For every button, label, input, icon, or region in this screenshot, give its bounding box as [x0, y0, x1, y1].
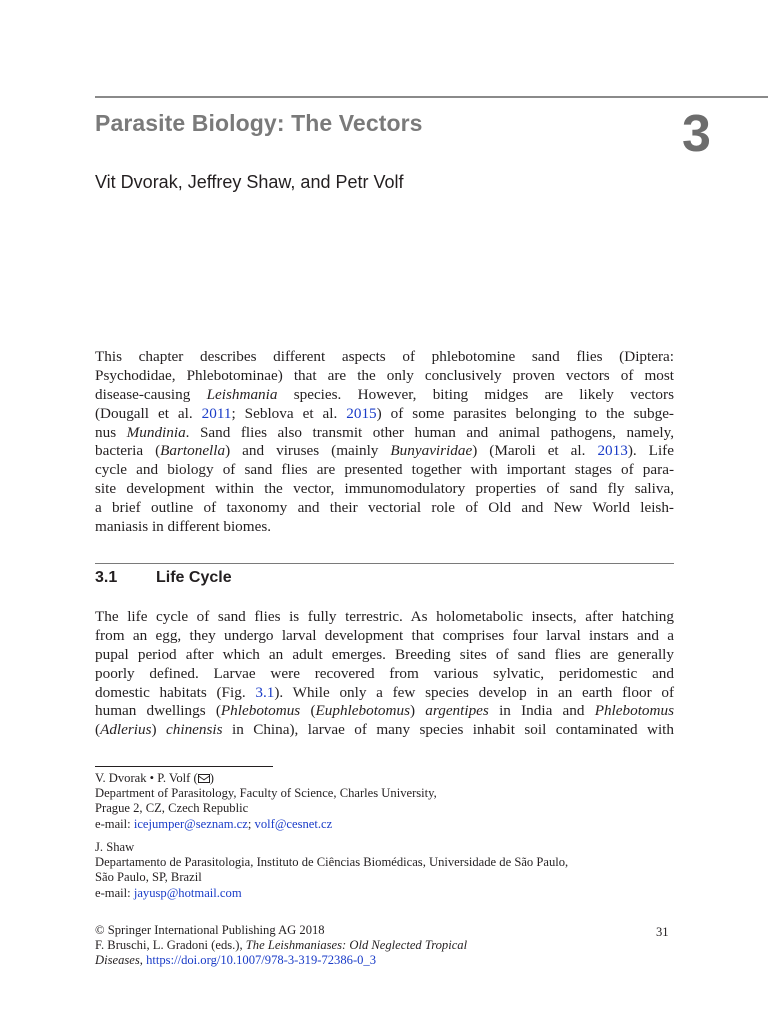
- text-line: [95, 855, 674, 870]
- text-run: ) and viruses (mainly: [225, 442, 391, 460]
- chapter-title: Parasite Biology: The Vectors: [95, 110, 423, 136]
- text-run: cycle and biology of sand flies are presented together with important stages of para-: [95, 461, 674, 479]
- italic-text: Bartonella: [160, 442, 226, 460]
- text-run: V. Dvorak • P. Volf (: [95, 771, 198, 785]
- text-line: [95, 405, 674, 424]
- text-line: [95, 702, 674, 721]
- reference-link[interactable]: icejumper@seznam.cz: [133, 816, 248, 831]
- text-run: ) of some parasites belonging to the subge-: [376, 404, 674, 422]
- text-run: Psychodidae, Phlebotominae) that are the only conclusively proven vectors of most: [95, 366, 674, 384]
- text-line: [95, 886, 674, 901]
- text-run: ): [410, 702, 426, 720]
- text-line: [95, 840, 674, 855]
- text-run: (: [300, 702, 316, 720]
- text-line: [95, 499, 674, 518]
- text-run: ). Life: [627, 442, 674, 460]
- reference-link[interactable]: 3.1: [255, 683, 275, 701]
- text-line: [95, 608, 674, 627]
- text-run: in India and: [488, 702, 595, 720]
- reference-link[interactable]: 2015: [346, 404, 377, 422]
- text-run: nus: [95, 423, 127, 441]
- reference-link[interactable]: 2011: [201, 404, 232, 422]
- text-run: São Paulo, SP, Brazil: [95, 870, 202, 885]
- text-run: ;: [247, 816, 255, 831]
- italic-text: Phlebotomus: [220, 702, 301, 720]
- text-run: © Springer International Publishing AG 2018: [95, 923, 325, 937]
- text-run: disease-causing: [95, 385, 207, 403]
- text-line: [95, 424, 674, 443]
- chapter-authors: Vit Dvorak, Jeffrey Shaw, and Petr Volf: [95, 172, 404, 192]
- text-run: ): [151, 721, 167, 739]
- text-run: (: [95, 721, 101, 739]
- text-run: from an egg, they undergo larval development that comprises four larval instars and a: [95, 626, 674, 644]
- section-title: Life Cycle: [156, 569, 232, 586]
- text-run: F. Bruschi, L. Gradoni (eds.),: [95, 938, 246, 953]
- text-run: ): [209, 771, 214, 785]
- text-run: This chapter describes different aspects of phlebotomine sand flies (Diptera:: [95, 348, 674, 365]
- reference-link[interactable]: jayusp@hotmail.com: [133, 885, 242, 900]
- abstract: [95, 348, 674, 537]
- body-text: [95, 608, 674, 740]
- affiliation-shaw: [95, 840, 674, 901]
- reference-link[interactable]: https://doi.org/10.1007/978-3-319-72386-0_3: [146, 953, 377, 968]
- text-run: . Sand flies also transmit other human and animal pathogens, namely,: [185, 423, 674, 441]
- section-rule: [95, 563, 674, 564]
- text-line: [95, 627, 674, 646]
- text-line: [95, 348, 674, 367]
- text-run: ). While only a few species develop in an earth floor of: [274, 683, 675, 701]
- text-line: [95, 665, 674, 684]
- text-line: [95, 771, 674, 786]
- text-line: [95, 923, 674, 938]
- text-line: [95, 786, 674, 801]
- text-line: [95, 367, 674, 386]
- italic-text: Leishmania: [206, 385, 278, 403]
- text-run: ,: [139, 953, 147, 968]
- text-run: ) (Maroli et al.: [472, 442, 598, 460]
- italic-text: argentipes: [425, 702, 489, 720]
- italic-text: The Leishmaniases: Old Neglected Tropical: [245, 938, 468, 953]
- section-number: 3.1: [95, 569, 118, 586]
- text-line: [95, 953, 674, 968]
- text-run: in China), larvae of many species inhabit soil contaminated with: [222, 721, 674, 739]
- top-rule: [95, 96, 768, 98]
- italic-text: Phlebotomus: [594, 702, 674, 720]
- text-line: [95, 870, 674, 885]
- italic-text: Diseases: [95, 953, 140, 968]
- envelope-icon: [198, 774, 210, 783]
- page-number: 31: [656, 925, 669, 939]
- text-run: Prague 2, CZ, Czech Republic: [95, 801, 249, 816]
- italic-text: Bunyaviridae: [390, 442, 473, 460]
- reference-link[interactable]: 2013: [597, 442, 628, 460]
- text-line: [95, 817, 674, 832]
- text-run: ; Seblova et al.: [231, 404, 347, 422]
- text-run: a brief outline of taxonomy and their vectorial role of Old and New World leish-: [95, 499, 674, 517]
- section-heading: [95, 569, 232, 587]
- text-run: species. However, biting midges are likely vectors: [277, 385, 674, 403]
- affiliation-dvorak-volf: [95, 771, 674, 832]
- italic-text: chinensis: [166, 721, 223, 739]
- text-run: e-mail:: [95, 885, 134, 900]
- italic-text: Euphlebotomus: [315, 702, 410, 720]
- text-run: pupal period after which an adult emerges. Breeding sites of sand flies are generally: [95, 645, 674, 663]
- text-run: J. Shaw: [95, 840, 135, 854]
- text-line: [95, 721, 674, 740]
- text-run: human dwellings (: [95, 702, 221, 720]
- text-run: Department of Parasitology, Faculty of Science, Charles University,: [95, 786, 437, 801]
- text-line: [95, 518, 674, 537]
- text-line: [95, 461, 674, 480]
- text-line: [95, 646, 674, 665]
- text-run: bacteria (: [95, 442, 161, 460]
- text-run: The life cycle of sand flies is fully terrestric. As holometabolic insects, after hatching: [95, 608, 674, 625]
- text-line: [95, 386, 674, 405]
- text-line: [95, 684, 674, 703]
- text-run: domestic habitats (Fig.: [95, 683, 256, 701]
- footnote-rule: [95, 766, 273, 767]
- text-run: (Dougall et al.: [95, 404, 202, 422]
- italic-text: Mundinia: [126, 423, 186, 441]
- text-run: poorly defined. Larvae were recovered from various sylvatic, peridomestic and: [95, 664, 674, 682]
- reference-link[interactable]: volf@cesnet.cz: [254, 816, 333, 831]
- text-line: [95, 938, 674, 953]
- italic-text: Adlerius: [100, 721, 152, 739]
- text-run: e-mail:: [95, 816, 134, 831]
- text-line: [95, 801, 674, 816]
- text-line: [95, 480, 674, 499]
- publication-info: [95, 923, 674, 969]
- text-run: Departamento de Parasitologia, Instituto de Ciências Biomédicas, Universidade de São Paulo,: [95, 855, 569, 870]
- chapter-number: 3: [682, 105, 711, 163]
- text-line: [95, 442, 674, 461]
- text-run: maniasis in different biomes.: [95, 518, 272, 536]
- text-run: site development within the vector, immunomodulatory properties of sand fly saliva,: [95, 480, 674, 498]
